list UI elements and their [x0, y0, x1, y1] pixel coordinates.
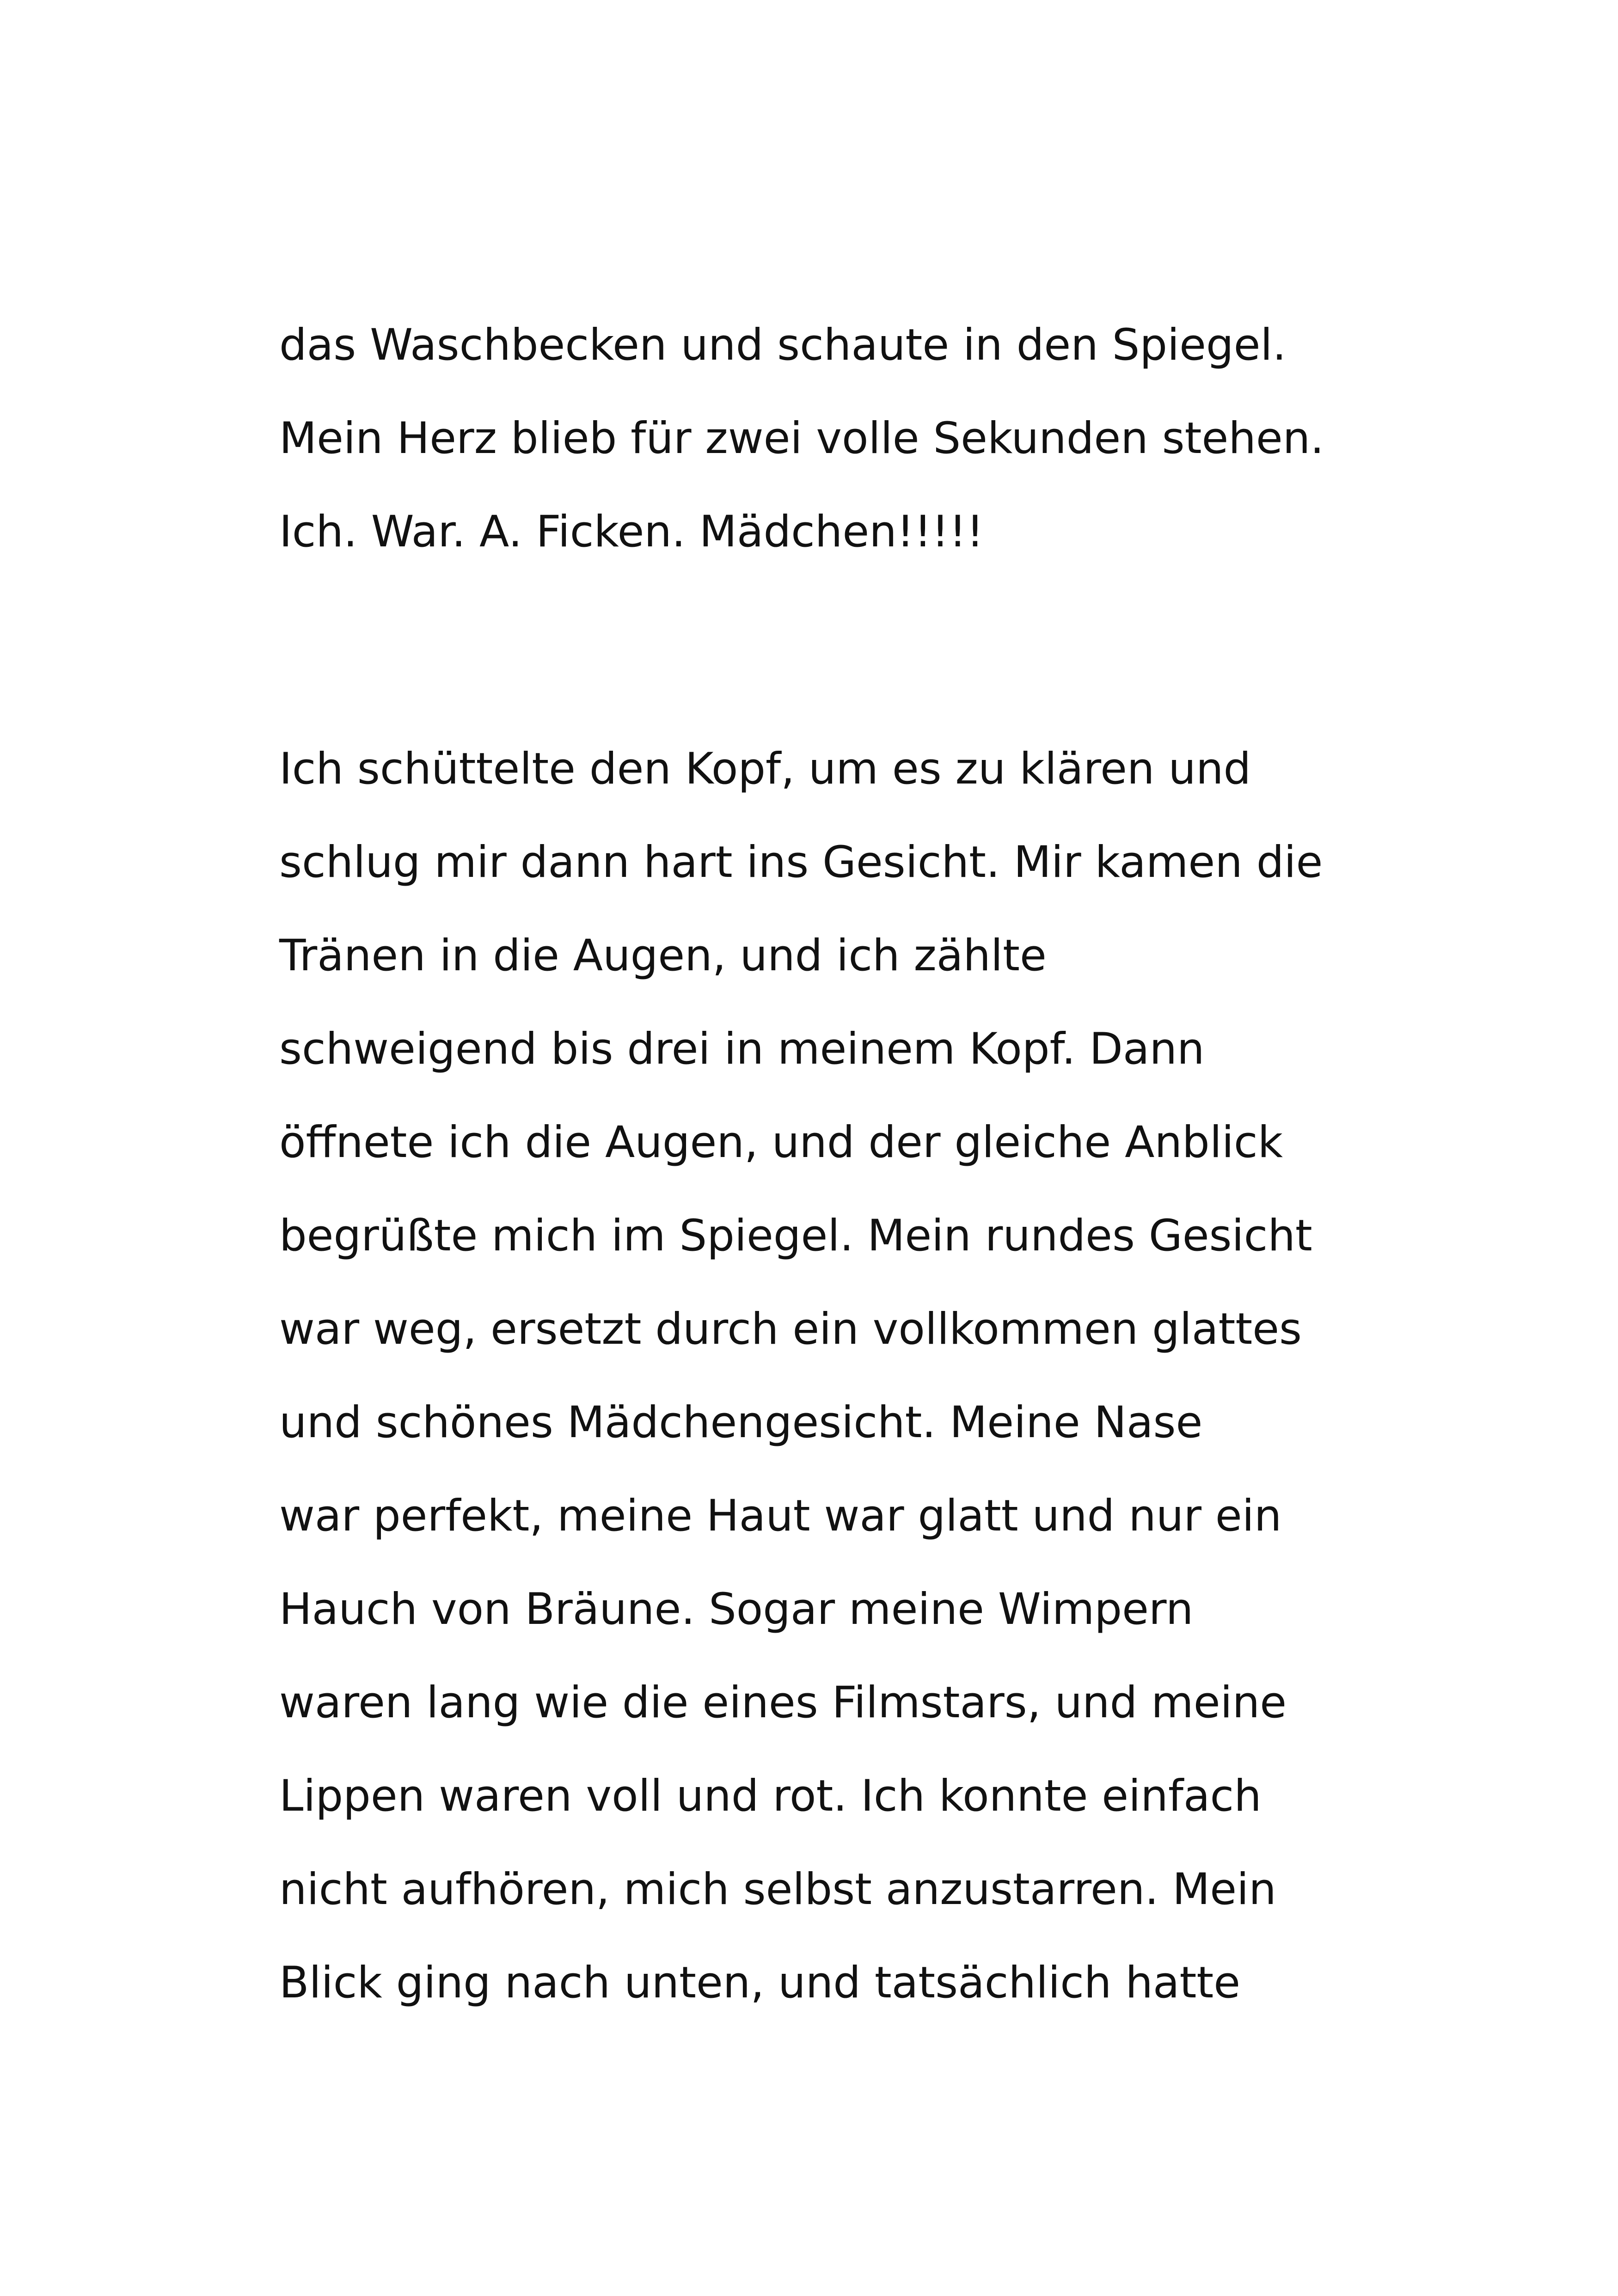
text-line: begrüßte mich im Spiegel. Mein rundes Gesicht: [279, 1211, 1312, 1261]
text-line: nicht aufhören, mich selbst anzustarren. Mein: [279, 1864, 1276, 1915]
text-line: Blick ging nach unten, und tatsächlich hatte: [279, 1958, 1241, 2008]
text-line: war perfekt, meine Haut war glatt und nur ein: [279, 1491, 1282, 1541]
text-line: war weg, ersetzt durch ein vollkommen glattes: [279, 1304, 1302, 1354]
text-line: Tränen in die Augen, und ich zählte: [279, 931, 1047, 981]
text-line: schweigend bis drei in meinem Kopf. Dann: [279, 1024, 1205, 1074]
text-line: Ich. War. A. Ficken. Mädchen!!!!!: [279, 507, 984, 557]
text-line: Lippen waren voll und rot. Ich konnte einfach: [279, 1771, 1262, 1821]
text-line: Mein Herz blieb für zwei volle Sekunden stehen.: [279, 413, 1324, 464]
text-line: Ich schüttelte den Kopf, um es zu klären und: [279, 744, 1251, 794]
text-line: schlug mir dann hart ins Gesicht. Mir kamen die: [279, 837, 1323, 888]
text-line: Hauch von Bräune. Sogar meine Wimpern: [279, 1584, 1194, 1635]
text-line: öffnete ich die Augen, und der gleiche Anblick: [279, 1117, 1283, 1168]
text-line: das Waschbecken und schaute in den Spiegel.: [279, 320, 1287, 370]
text-line: waren lang wie die eines Filmstars, und meine: [279, 1678, 1287, 1728]
text-line: und schönes Mädchengesicht. Meine Nase: [279, 1397, 1203, 1448]
